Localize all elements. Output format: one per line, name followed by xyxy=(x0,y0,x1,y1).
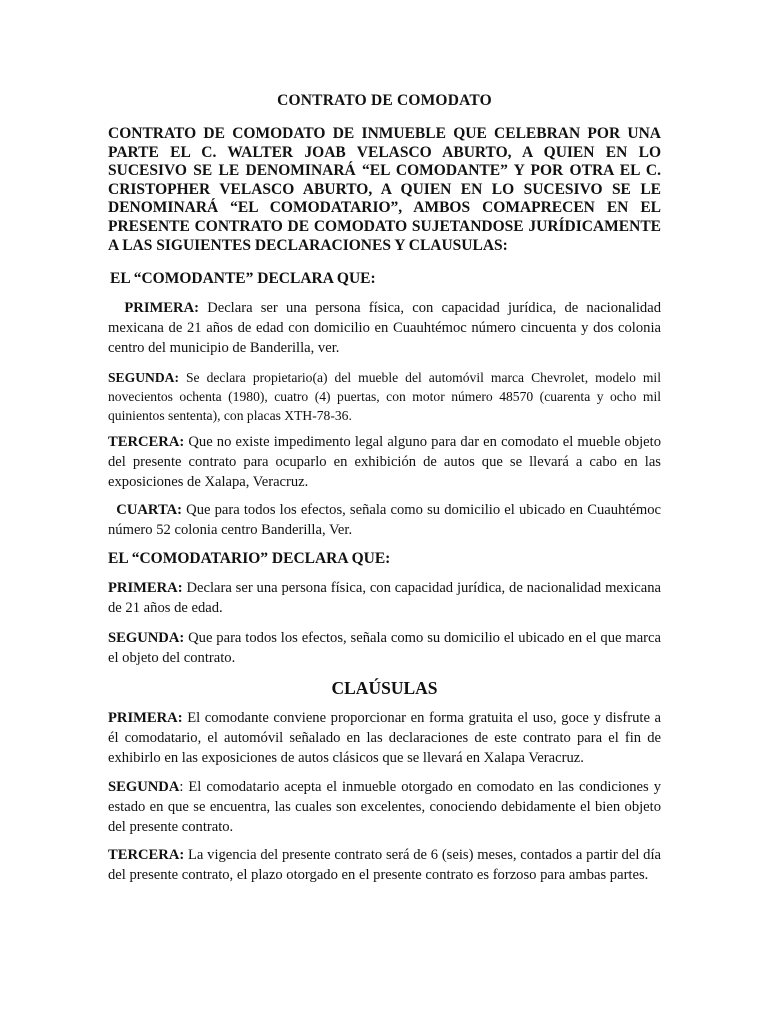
comodante-clause-tercera xyxy=(108,432,661,492)
clause-label: PRIMERA: xyxy=(124,300,199,316)
clausulas-heading: CLAÚSULAS xyxy=(331,678,438,698)
clausula-primera xyxy=(108,708,661,768)
clausula-segunda xyxy=(108,777,661,837)
document-title: CONTRATO DE COMODATO xyxy=(277,92,492,109)
comodatario-clause-primera xyxy=(108,578,661,618)
comodante-heading: EL “COMODANTE” DECLARA QUE: xyxy=(110,270,376,287)
clause-text: Que no existe impedimento legal alguno para dar en comodato el mueble objeto del presente contrato para ocuparlo en exhibición de autos que se llevará a cabo en las exposiciones de Xalapa, Veracruz. xyxy=(108,434,661,490)
clause-label: PRIMERA: xyxy=(108,710,183,726)
clause-label: SEGUNDA xyxy=(108,779,180,795)
clausula-tercera xyxy=(108,845,661,885)
clause-text: : El comodatario acepta el inmueble otorgado en comodato en las condiciones y estado en que se encuentra, las cuales son excelentes, conociendo debidamente el bien objeto del presente contrato. xyxy=(108,779,661,835)
comodante-clause-primera xyxy=(108,298,661,358)
clause-label: TERCERA: xyxy=(108,434,185,450)
comodante-clause-cuarta xyxy=(108,500,661,540)
clause-text: La vigencia del presente contrato será de 6 (seis) meses, contados a partir del día del presente contrato, el plazo otorgado en el presente contrato es forzoso para ambas partes. xyxy=(108,847,661,883)
clause-label: SEGUNDA: xyxy=(108,370,179,385)
clause-text: Declara ser una persona física, con capacidad jurídica, de nacionalidad mexicana de 21 años de edad con domicilio en Cuauhtémoc número cincuenta y dos colonia centro del municipio de Banderilla, ver. xyxy=(108,300,661,356)
clause-text: Que para todos los efectos, señala como su domicilio el ubicado en el que marca el objeto del contrato. xyxy=(108,630,661,666)
clause-label: SEGUNDA: xyxy=(108,630,185,646)
clause-label: PRIMERA: xyxy=(108,580,183,596)
clause-label: TERCERA: xyxy=(108,847,185,863)
comodatario-heading: EL “COMODATARIO” DECLARA QUE: xyxy=(108,550,391,567)
contract-intro: CONTRATO DE COMODATO DE INMUEBLE QUE CELEBRAN POR UNA PARTE EL C. WALTER JOAB VELASCO ABURTO, A QUIEN EN LO SUCESIVO SE LE DENOMINARÁ “EL COMODANTE” Y POR OTRA EL C. CRISTOPHER VELASCO ABURTO, A QUIEN EN LO SUCESIVO SE LE DENOMINARÁ “EL COMODATARIO”, AMBOS COMAPRECEN EN EL PRESENTE CONTRATO DE COMODATO SUJETANDOSE JURÍDICAMENTE A LAS SIGUIENTES DECLARACIONES Y CLAUSULAS: xyxy=(108,125,661,254)
clause-text: Se declara propietario(a) del mueble del automóvil marca Chevrolet, modelo mil novecientos ochenta (1980), cuatro (4) puertas, con motor número 48570 (cuarenta y ocho mil quinientos sententa), con placas XTH-78-36. xyxy=(108,370,661,423)
comodatario-clause-segunda xyxy=(108,628,661,668)
comodante-clause-segunda xyxy=(108,368,661,425)
clause-text: Declara ser una persona física, con capacidad jurídica, de nacionalidad mexicana de 21 años de edad. xyxy=(108,580,661,616)
clause-text: El comodante conviene proporcionar en forma gratuita el uso, goce y disfrute a él comodatario, el automóvil señalado en las declaraciones de este contrato para el fin de exhibirlo en las exposiciones de autos clásicos que se llevará en Xalapa Veracruz. xyxy=(108,710,661,766)
clause-text: Que para todos los efectos, señala como su domicilio el ubicado en Cuauhtémoc número 52 colonia centro Banderilla, Ver. xyxy=(108,502,662,538)
clause-label: CUARTA: xyxy=(116,502,182,518)
